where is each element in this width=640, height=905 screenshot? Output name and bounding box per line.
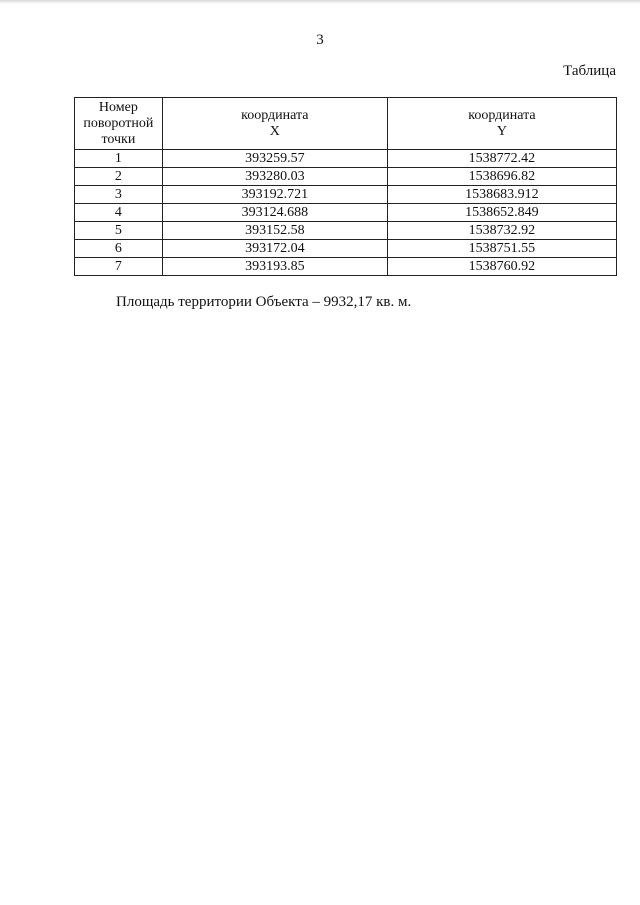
page-number: 3 [316,32,324,48]
point-number-cell: 4 [75,204,163,222]
header-coordinate-x-line-2: X [269,123,280,139]
header-coordinate-y [387,98,616,150]
table-row [75,150,617,168]
table-header-row [75,98,617,150]
header-coordinate-y-line-2: Y [496,123,507,139]
y-coordinate-cell: 1538696.82 [387,168,616,186]
y-coordinate-cell: 1538652.849 [387,204,616,222]
table-row [75,186,617,204]
table-caption: Таблица [563,63,616,79]
y-coordinate-cell: 1538732.92 [387,222,616,240]
y-coordinate-cell: 1538772.42 [387,150,616,168]
table-row [75,222,617,240]
coordinates-table [74,97,617,276]
y-coordinate-cell: 1538683.912 [387,186,616,204]
table-row [75,204,617,222]
x-coordinate-cell: 393280.03 [162,168,387,186]
x-coordinate-cell: 393152.58 [162,222,387,240]
header-point-number-line-3: точки [101,131,136,147]
point-number-cell: 3 [75,186,163,204]
header-coordinate-x-line-1: координата [241,107,309,123]
header-point-number-line-1: Номер [98,99,138,115]
point-number-cell: 2 [75,168,163,186]
header-coordinate-y-line-1: координата [468,107,536,123]
table-row [75,240,617,258]
scan-edge-shadow [0,0,640,4]
point-number-cell: 6 [75,240,163,258]
y-coordinate-cell: 1538760.92 [387,258,616,276]
header-coordinate-x [162,98,387,150]
x-coordinate-cell: 393172.04 [162,240,387,258]
x-coordinate-cell: 393259.57 [162,150,387,168]
header-point-number-line-2: поворотной [83,115,154,131]
table-header [75,98,617,150]
point-number-cell: 5 [75,222,163,240]
point-number-cell: 7 [75,258,163,276]
header-point-number [75,98,163,150]
table-body [75,150,617,276]
y-coordinate-cell: 1538751.55 [387,240,616,258]
x-coordinate-cell: 393193.85 [162,258,387,276]
x-coordinate-cell: 393192.721 [162,186,387,204]
territory-area-text: Площадь территории Объекта – 9932,17 кв. м. [116,294,412,310]
table-row [75,168,617,186]
point-number-cell: 1 [75,150,163,168]
x-coordinate-cell: 393124.688 [162,204,387,222]
table-row [75,258,617,276]
